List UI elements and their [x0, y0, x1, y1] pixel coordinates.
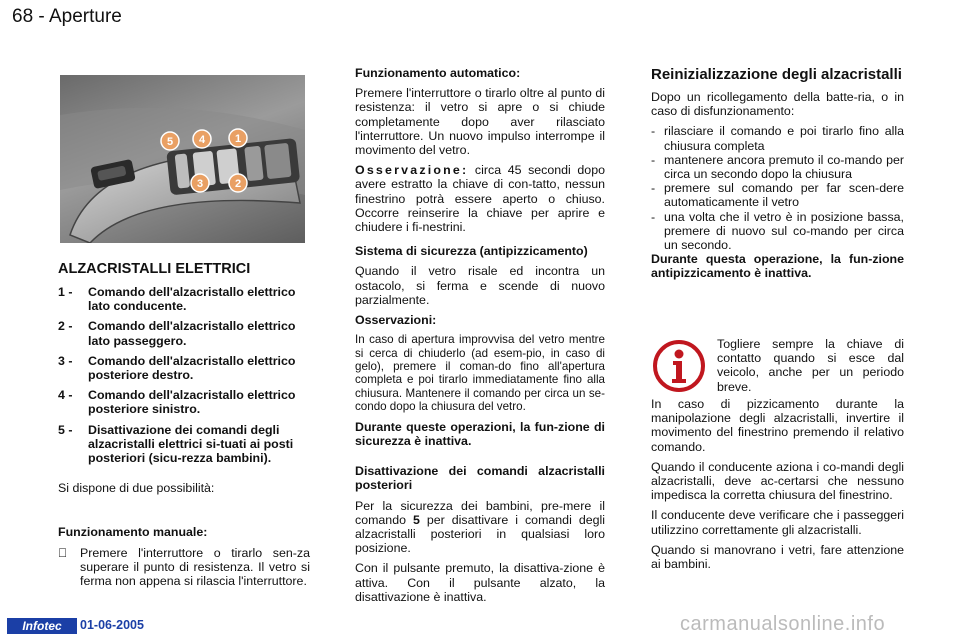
list-item: 3 - Comando dell'alzacristallo elettrico posteriore destro.	[58, 353, 296, 383]
page-title: 68 - Aperture	[12, 6, 122, 27]
safety-inactive-note: Durante queste operazioni, la fun-zione di sicurezza è inattiva.	[355, 419, 605, 448]
right-column-lower	[651, 397, 904, 577]
observations-text: In caso di apertura improvvisa del vetro mentre si cerca di chiuderlo (ad esem-pio, in caso di gelo), premere il coman-do fino all'apertura completa e poi tirarlo immediatamente fino alla chiusura. Mantenere il comando per circa un se-condo dopo la chiusura del vetro.	[355, 333, 605, 414]
antipinch-inactive-note: Durante questa operazione, la fun-zione antipizzicamento è inattiva.	[651, 252, 904, 281]
observation-paragraph: Osservazione: circa 45 secondi dopo avere estratto la chiave di con-tatto, nessun finestrino potrà essere aperto o chiuso. Occorre reinserire la chiave per aprire e chiudere i fi-nestrini.	[355, 163, 605, 235]
info-box	[717, 337, 904, 400]
svg-text:4: 4	[198, 134, 206, 146]
list-item: 1 - Comando dell'alzacristallo elettrico lato conducente.	[58, 285, 296, 314]
auto-text: Premere l'interruttore o tirarlo oltre al punto di resistenza: il vetro si apre o si chiude completamente dopo aver rilasciato l'interruttore. Un nuovo impulso interrompe il movimento del vetro.	[355, 86, 605, 158]
middle-column	[355, 66, 605, 610]
right-column	[651, 66, 904, 287]
controls-list	[58, 285, 310, 465]
info-icon	[652, 339, 706, 393]
reinit-title: Reinizializzazione degli alzacristalli	[651, 66, 902, 83]
paragraph: Il conducente deve verificare che i passeggeri utilizzino correttamente gli alzacristalli.	[651, 508, 904, 537]
paragraph: In caso di pizzicamento durante la manipolazione degli alzacristalli, invertire il movimento del finestrino premendo il relativo comando.	[651, 397, 904, 454]
list-item: - mantenere ancora premuto il co-mando per circa un secondo dopo la chiusura	[651, 152, 904, 182]
svg-text:1: 1	[234, 133, 242, 145]
svg-text:3: 3	[196, 178, 204, 190]
infotec-logo: Infotec	[7, 618, 77, 634]
intro-text: Si dispone di due possibilità:	[58, 481, 215, 496]
watermark: carmanualsonline.info	[680, 613, 886, 635]
window-switch-photo	[60, 75, 305, 243]
list-item: - premere sul comando per far scen-dere automaticamente il vetro	[651, 181, 904, 210]
manual-bullet-item: Premere l'interruttore o tirarlo sen-za superare il punto di resistenza. Il vetro si ferma non appena si rilascia l'interruttore.	[58, 546, 310, 589]
auto-title: Funzionamento automatico:	[355, 66, 521, 80]
paragraph: Quando si manovrano i vetri, fare attenzione ai bambini.	[651, 542, 904, 572]
list-item: 5 - Disattivazione dei comandi degli alzacristalli elettrici si-tuati ai posti posteriori (sicu-rezza bambini).	[58, 422, 294, 466]
left-column	[58, 261, 310, 588]
info-text: Togliere sempre la chiave di contatto quando si esce dal veicolo, anche per un periodo breve.	[717, 337, 904, 394]
list-item: - una volta che il vetro è in posizione bassa, premere di nuovo sul co-mando per circa un secondo.	[651, 209, 904, 253]
safety-title: Sistema di sicurezza (antipizzicamento)	[355, 244, 588, 259]
switch-panel-illustration	[60, 75, 305, 243]
callout-2	[229, 174, 247, 192]
svg-text:2: 2	[234, 178, 242, 190]
paragraph: Quando il conducente aziona i co-mandi degli alzacristalli, deve ac-certarsi che nessuno impedisca la corretta chiusura del finestrino.	[651, 459, 904, 503]
reinit-intro: Dopo un ricollegamento della batte-ria, o in caso di disfunzionamento:	[651, 90, 904, 119]
callout-1	[229, 129, 247, 147]
callout-3	[191, 174, 209, 192]
hand-pointer-icon	[58, 546, 80, 589]
rear-text-2: Con il pulsante premuto, la disattiva-zione è attiva. Con il pulsante alzato, la disattivazione è inattiva.	[355, 561, 605, 604]
list-item: - rilasciare il comando e poi tirarlo fino alla chiusura completa	[651, 124, 904, 153]
observations-title: Osservazioni:	[355, 313, 437, 328]
callout-5	[161, 132, 179, 150]
rear-title: Disattivazione dei comandi alzacristalli posteriori	[355, 464, 605, 493]
list-item: 4 - Comando dell'alzacristallo elettrico posteriore sinistro.	[58, 388, 296, 417]
safety-text: Quando il vetro risale ed incontra un ostacolo, si ferma e scende di nuovo parzialmente.	[355, 264, 605, 307]
svg-text:5: 5	[166, 136, 174, 148]
rear-text: Per la sicurezza dei bambini, pre-mere il comando 5 per disattivare i comandi degli alzacristalli posteriori in qualsiasi loro posizione.	[355, 498, 605, 556]
manual-title: Funzionamento manuale:	[58, 525, 208, 540]
section-title-alzacristalli: ALZACRISTALLI ELETTRICI	[58, 261, 251, 277]
list-item: 2 - Comando dell'alzacristallo elettrico lato passeggero.	[58, 319, 296, 348]
callout-4	[193, 130, 211, 148]
footer-date: 01-06-2005	[80, 618, 144, 632]
